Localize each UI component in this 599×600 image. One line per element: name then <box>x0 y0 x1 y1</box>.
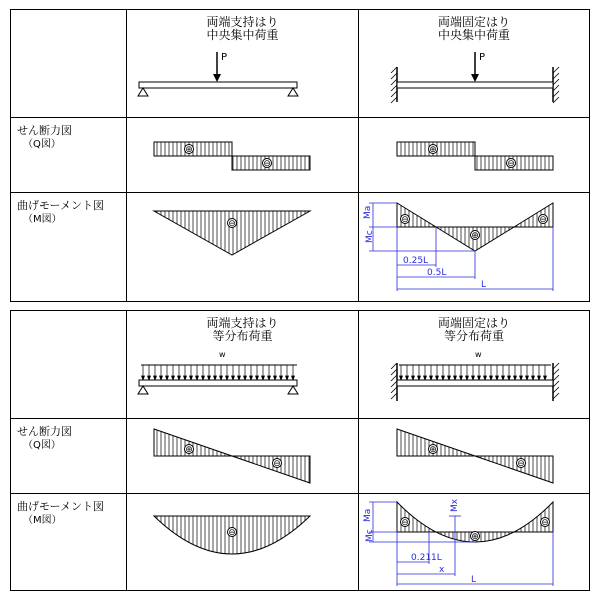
table-distributed-load <box>10 310 590 591</box>
load-arrowhead <box>274 376 277 380</box>
load-label: P <box>221 52 228 63</box>
plus-sign: ⊕ <box>429 145 437 155</box>
beam-fixed-udl-diagram <box>359 343 589 413</box>
load-arrowhead <box>142 376 145 380</box>
minus-sign: ⊖ <box>228 528 236 538</box>
load-arrowhead <box>226 376 229 380</box>
load-arrowhead <box>442 376 445 380</box>
load-arrowhead <box>484 376 487 380</box>
plus-sign: ⊕ <box>429 445 437 455</box>
load-label: P <box>479 52 486 63</box>
plus-sign: ⊕ <box>471 231 479 241</box>
corner-cell <box>11 311 127 419</box>
load-arrowhead <box>472 376 475 380</box>
moment-diagram-fixed-udl <box>359 494 590 591</box>
dim-mc: Mc <box>365 230 375 243</box>
shear-sublabel: （Q図） <box>23 139 61 150</box>
minus-sign: ⊖ <box>263 159 271 169</box>
header-line2: 等分布荷重 <box>212 329 273 343</box>
header-line1: 両端固定はり <box>437 15 510 29</box>
load-arrowhead <box>460 376 463 380</box>
load-arrowhead <box>508 376 511 380</box>
load-arrowhead <box>238 376 241 380</box>
dim-mc: Mc <box>365 529 375 542</box>
header-line2: 中央集中荷重 <box>206 28 279 42</box>
load-arrowhead <box>400 376 403 380</box>
load-arrowhead <box>526 376 529 380</box>
moment-sublabel: （M図） <box>23 515 62 526</box>
minus-sign: ⊖ <box>517 459 525 469</box>
header-simple-point <box>127 10 359 118</box>
load-arrowhead <box>496 376 499 380</box>
load-arrowhead <box>502 376 505 380</box>
load-arrowhead <box>178 376 181 380</box>
load-arrowhead <box>478 376 481 380</box>
row-label-moment <box>11 193 127 302</box>
dim-ma: Ma <box>363 205 373 219</box>
minus-sign: ⊖ <box>273 459 281 469</box>
load-arrowhead <box>466 376 469 380</box>
load-arrowhead <box>250 376 253 380</box>
dim-l: L <box>471 575 477 585</box>
load-label: w <box>219 350 226 359</box>
load-arrowhead <box>532 376 535 380</box>
moment-diagram-simple-udl <box>127 494 359 591</box>
row-label-moment <box>11 494 127 591</box>
load-arrowhead <box>454 376 457 380</box>
load-arrowhead <box>418 376 421 380</box>
load-arrowhead <box>280 376 283 380</box>
shear-diagram-simple-point <box>127 118 359 193</box>
load-arrowhead <box>208 376 211 380</box>
shear-diagram-fixed-point <box>359 118 590 193</box>
shear-label: せん断力図 <box>17 124 72 137</box>
load-arrowhead <box>292 376 295 380</box>
load-arrowhead <box>448 376 451 380</box>
load-arrowhead <box>172 376 175 380</box>
minus-sign: ⊖ <box>507 159 515 169</box>
table-point-load <box>10 9 590 302</box>
load-arrowhead <box>184 376 187 380</box>
moment-label: 曲げモーメント図 <box>17 500 105 513</box>
header-line1: 両端支持はり <box>206 15 279 29</box>
load-arrowhead <box>196 376 199 380</box>
load-arrowhead <box>244 376 247 380</box>
header-line1: 両端支持はり <box>206 316 279 330</box>
moment-label: 曲げモーメント図 <box>17 199 105 212</box>
load-arrowhead <box>220 376 223 380</box>
load-arrowhead <box>166 376 169 380</box>
header-fixed-point <box>359 10 590 118</box>
plus-sign: ⊕ <box>185 145 193 155</box>
load-arrowhead <box>190 376 193 380</box>
dim-l: L <box>481 280 487 290</box>
load-arrowhead <box>148 376 151 380</box>
header-line2: 中央集中荷重 <box>437 28 510 42</box>
dim-x: x <box>439 565 445 575</box>
shear-diagram-simple-udl <box>127 419 359 494</box>
header-line1: 両端固定はり <box>437 316 510 330</box>
shear-sublabel: （Q図） <box>23 440 61 451</box>
beam-fixed-point-diagram <box>359 42 589 112</box>
minus-sign: ⊖ <box>401 215 409 225</box>
shear-label: せん断力図 <box>17 425 72 438</box>
moment-sublabel: （M図） <box>23 214 62 225</box>
load-arrowhead <box>214 376 217 380</box>
minus-sign: ⊖ <box>228 219 236 229</box>
beam-simple-point-diagram <box>127 42 358 112</box>
header-simple-udl <box>127 311 359 419</box>
plus-sign: ⊕ <box>185 445 193 455</box>
load-arrowhead <box>268 376 271 380</box>
load-arrowhead <box>514 376 517 380</box>
minus-sign: ⊖ <box>539 215 547 225</box>
load-arrowhead <box>544 376 547 380</box>
load-arrowhead <box>160 376 163 380</box>
row-label-shear <box>11 118 127 193</box>
load-arrowhead <box>430 376 433 380</box>
minus-sign: ⊖ <box>541 518 549 528</box>
shear-diagram-fixed-udl <box>359 419 590 494</box>
load-arrowhead <box>406 376 409 380</box>
load-arrowhead <box>490 376 493 380</box>
minus-sign: ⊖ <box>401 518 409 528</box>
load-arrowhead <box>412 376 415 380</box>
load-arrowhead <box>154 376 157 380</box>
load-arrowhead <box>286 376 289 380</box>
load-arrowhead <box>256 376 259 380</box>
dim-0-5l: 0.5L <box>427 268 447 278</box>
moment-diagram-fixed-point <box>359 193 590 302</box>
header-fixed-udl <box>359 311 590 419</box>
dim-0-211l: 0.211L <box>411 553 442 563</box>
header-line2: 等分布荷重 <box>443 329 504 343</box>
load-arrowhead <box>232 376 235 380</box>
beam-simple-udl-diagram <box>127 343 358 413</box>
moment-diagram-simple-point <box>127 193 359 302</box>
row-label-shear <box>11 419 127 494</box>
load-arrowhead <box>520 376 523 380</box>
dim-ma: Ma <box>363 508 373 522</box>
load-arrowhead <box>424 376 427 380</box>
dim-mx: Mx <box>450 498 460 512</box>
load-arrowhead <box>202 376 205 380</box>
load-label: w <box>475 350 482 359</box>
load-arrowhead <box>436 376 439 380</box>
plus-sign: ⊕ <box>471 532 479 542</box>
load-arrowhead <box>538 376 541 380</box>
dim-0-25l: 0.25L <box>403 256 429 266</box>
corner-cell <box>11 10 127 118</box>
load-arrowhead <box>262 376 265 380</box>
